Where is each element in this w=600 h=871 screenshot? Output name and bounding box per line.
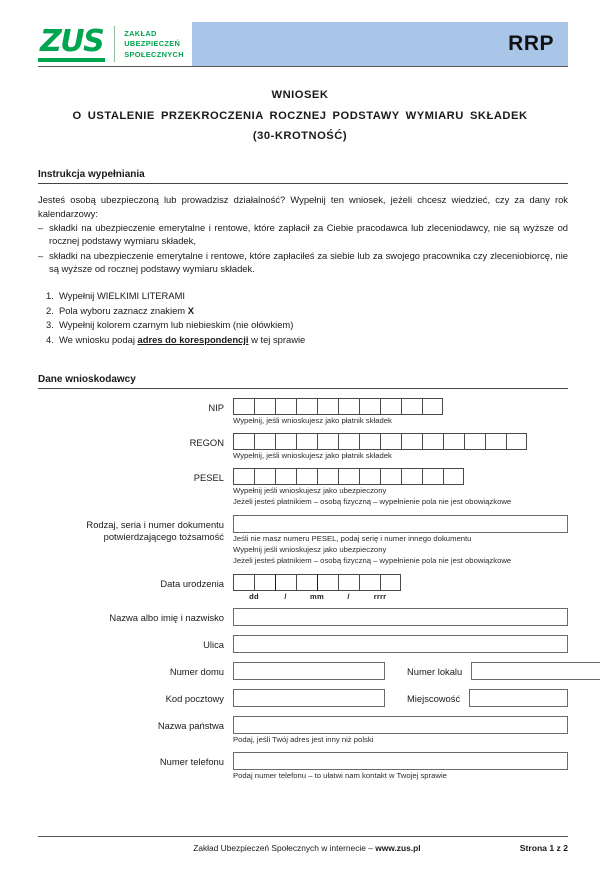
regon-hint: Wypełnij, jeśli wnioskujesz jako płatnik składek xyxy=(233,450,392,460)
char-cell[interactable] xyxy=(254,398,275,415)
zus-logo xyxy=(38,22,192,66)
list-item xyxy=(38,318,568,333)
identity-document-label-line-2: potwierdzającego tożsamość xyxy=(103,531,224,542)
char-cell[interactable] xyxy=(464,433,485,450)
list-item-number: 2. xyxy=(46,304,54,316)
char-cell[interactable] xyxy=(275,398,296,415)
birthdate-mm-label: mm xyxy=(310,591,324,601)
house-number-label: Numer domu xyxy=(169,665,224,677)
char-cell[interactable] xyxy=(275,468,296,485)
form-title-line-2: O USTALENIE PRZEKROCZENIA ROCZNEJ PODSTAWY WYMIARU SKŁADEK xyxy=(72,109,528,122)
form-code-bar xyxy=(192,22,568,66)
char-cell[interactable] xyxy=(275,574,296,591)
instructions-dash-text: składki na ubezpieczenie emerytalne i rentowe, które zapłacił za Ciebie pracodawca lub zleceniodawcy, nie są wyższe od rocznej podstawy wymiaru składek, xyxy=(49,221,568,247)
char-cell[interactable] xyxy=(359,468,380,485)
header-divider xyxy=(38,66,568,67)
applicant-form xyxy=(38,398,568,782)
footer-divider xyxy=(38,836,568,837)
form-title-line-1: WNIOSEK xyxy=(271,89,329,101)
page-header xyxy=(38,22,568,66)
char-cell[interactable] xyxy=(380,398,401,415)
list-item-text: Wypełnij kolorem czarnym lub niebieskim (nie ołówkiem) xyxy=(59,319,294,331)
birthdate-dd-label: dd xyxy=(249,591,259,601)
name-input[interactable] xyxy=(233,608,568,626)
logo-divider xyxy=(114,26,115,62)
phone-input[interactable] xyxy=(233,752,568,770)
zus-logo-line-3: SPOŁECZNYCH xyxy=(124,49,184,59)
char-cell[interactable] xyxy=(296,468,317,485)
identity-document-label-line-1: Rodzaj, seria i numer dokumentu xyxy=(86,518,224,530)
identity-document-hint-2: Wypełnij jeśli wnioskujesz jako ubezpieczony xyxy=(233,545,387,555)
form-title-line-3: (30-KROTNOŚĆ) xyxy=(252,130,348,143)
char-cell[interactable] xyxy=(317,398,338,415)
char-cell[interactable] xyxy=(233,468,254,485)
list-item-number: 4. xyxy=(46,333,54,345)
field-row-country xyxy=(38,716,568,745)
char-cell[interactable] xyxy=(254,433,275,450)
char-cell[interactable] xyxy=(506,433,527,450)
identity-document-input[interactable] xyxy=(233,515,568,533)
phone-label: Numer telefonu xyxy=(159,756,224,768)
instructions-dash-item xyxy=(38,249,568,276)
field-row-name xyxy=(38,608,568,626)
birthdate-separator-1: / xyxy=(284,591,287,601)
instructions-intro: Jesteś osobą ubezpieczoną lub prowadzisz działalność? Wypełnij ten wniosek, jeżeli chcesz wiedzieć, czy za dany rok kalendarzowy: xyxy=(38,194,568,219)
birthdate-format-legend xyxy=(233,592,568,601)
country-hint: Podaj, jeśli Twój adres jest inny niż polski xyxy=(233,734,374,744)
list-item-text: Pola wyboru zaznacz znakiem X xyxy=(59,304,194,316)
char-cell[interactable] xyxy=(359,433,380,450)
identity-document-hint-3: Jeżeli jesteś płatnikiem – osobą fizyczną – wypełnienie pola nie jest obowiązkowe xyxy=(233,556,512,566)
birthdate-label: Data urodzenia xyxy=(160,577,224,589)
char-cell[interactable] xyxy=(422,398,443,415)
form-page xyxy=(0,22,600,871)
char-cell[interactable] xyxy=(338,468,359,485)
char-cell[interactable] xyxy=(233,574,254,591)
char-cell[interactable] xyxy=(317,433,338,450)
house-number-input[interactable] xyxy=(233,662,385,680)
instructions-numbered-list xyxy=(38,289,568,347)
field-row-street xyxy=(38,635,568,653)
char-cell[interactable] xyxy=(338,398,359,415)
char-cell[interactable] xyxy=(380,433,401,450)
char-cell[interactable] xyxy=(443,433,464,450)
country-label: Nazwa państwa xyxy=(157,719,224,731)
instructions-dash-item xyxy=(38,221,568,248)
postal-code-input[interactable] xyxy=(233,689,385,707)
dash-bullet-icon: – xyxy=(38,249,44,261)
instructions-body xyxy=(38,193,568,347)
footer-website-note xyxy=(38,843,520,853)
field-row-birthdate xyxy=(38,574,568,601)
list-item xyxy=(38,304,568,319)
list-item-number: 3. xyxy=(46,319,54,331)
nip-input[interactable] xyxy=(233,398,568,415)
char-cell[interactable] xyxy=(401,433,422,450)
list-item-text: We wniosku podaj adres do korespondencji w tej sprawie xyxy=(59,333,306,345)
field-row-regon xyxy=(38,433,568,461)
char-cell[interactable] xyxy=(296,398,317,415)
regon-label: REGON xyxy=(189,436,224,448)
street-input[interactable] xyxy=(233,635,568,653)
zus-logo-line-1: ZAKŁAD xyxy=(124,28,157,38)
list-item xyxy=(38,289,568,304)
pesel-label: PESEL xyxy=(193,472,224,484)
pesel-hint-1: Wypełnij jeśli wnioskujesz jako ubezpieczony xyxy=(233,486,387,496)
char-cell[interactable] xyxy=(422,433,443,450)
instructions-dash-text: składki na ubezpieczenie emerytalne i rentowe, które zapłaciłeś za siebie lub za swojego pracownika czy zleceniobiorcę, nie są wyższe od rocznej podstawy wymiaru składek. xyxy=(49,249,568,274)
char-cell[interactable] xyxy=(254,574,275,591)
city-input[interactable] xyxy=(469,689,568,707)
flat-number-label: Numer lokalu xyxy=(407,665,463,677)
char-cell[interactable] xyxy=(233,433,254,450)
field-row-postal-city xyxy=(38,689,568,707)
list-item-number: 1. xyxy=(46,290,54,302)
birthdate-input[interactable] xyxy=(233,574,568,591)
nip-label: NIP xyxy=(208,401,224,413)
char-cell[interactable] xyxy=(401,468,422,485)
field-row-phone xyxy=(38,752,568,781)
page-number: Strona 1 z 2 xyxy=(519,843,568,853)
regon-input[interactable] xyxy=(233,433,568,450)
char-cell[interactable] xyxy=(359,398,380,415)
city-label: Miejscowość xyxy=(407,692,461,704)
char-cell[interactable] xyxy=(338,433,359,450)
char-cell[interactable] xyxy=(296,574,317,591)
birthdate-separator-2: / xyxy=(347,591,350,601)
char-cell[interactable] xyxy=(317,468,338,485)
phone-hint: Podaj numer telefonu – to ułatwi nam kontakt w Twojej sprawie xyxy=(233,771,447,781)
name-label: Nazwa albo imię i nazwisko xyxy=(109,611,224,623)
list-item-text: Wypełnij WIELKIMI LITERAMI xyxy=(59,290,185,302)
list-item xyxy=(38,333,568,348)
birthdate-rrrr-label: rrrr xyxy=(373,591,387,601)
char-cell[interactable] xyxy=(317,574,338,591)
instructions-dash-list xyxy=(38,221,568,275)
char-cell[interactable] xyxy=(254,468,275,485)
pesel-input[interactable] xyxy=(233,468,568,485)
street-label: Ulica xyxy=(203,638,224,650)
instructions-heading: Instrukcja wypełniania xyxy=(38,169,568,184)
char-cell[interactable] xyxy=(359,574,380,591)
applicant-section-heading: Dane wnioskodawcy xyxy=(38,374,568,389)
char-cell[interactable] xyxy=(380,574,401,591)
identity-document-hint-1: Jeśli nie masz numeru PESEL, podaj serię i numer innego dokumentu xyxy=(233,533,472,543)
footer-note-text: Zakład Ubezpieczeń Społecznych w internecie – xyxy=(193,843,376,853)
char-cell[interactable] xyxy=(233,398,254,415)
zus-logotype: ZUS xyxy=(38,27,105,62)
footer-website-link[interactable]: www.zus.pl xyxy=(375,843,421,853)
identity-document-label xyxy=(38,515,233,543)
char-cell[interactable] xyxy=(443,468,464,485)
zus-logo-line-2: UBEZPIECZEŃ xyxy=(124,39,181,49)
char-cell[interactable] xyxy=(338,574,359,591)
char-cell[interactable] xyxy=(275,433,296,450)
pesel-hint-2: Jeżeli jesteś płatnikiem – osobą fizyczną – wypełnienie pola nie jest obowiązkowe xyxy=(233,497,512,507)
page-footer xyxy=(38,836,568,853)
char-cell[interactable] xyxy=(380,468,401,485)
field-row-house-flat xyxy=(38,662,568,680)
nip-hint: Wypełnij, jeśli wnioskujesz jako płatnik składek xyxy=(233,415,392,425)
postal-code-label: Kod pocztowy xyxy=(165,692,224,704)
country-input[interactable] xyxy=(233,716,568,734)
zus-logo-wordmark xyxy=(124,28,184,61)
field-row-identity-document xyxy=(38,515,568,567)
form-code-badge: RRP xyxy=(508,32,554,55)
field-row-nip xyxy=(38,398,568,426)
char-cell[interactable] xyxy=(485,433,506,450)
dash-bullet-icon: – xyxy=(38,221,44,233)
form-title xyxy=(40,85,560,147)
field-row-pesel xyxy=(38,468,568,508)
char-cell[interactable] xyxy=(422,468,443,485)
char-cell[interactable] xyxy=(296,433,317,450)
char-cell[interactable] xyxy=(401,398,422,415)
flat-number-input[interactable] xyxy=(471,662,600,680)
